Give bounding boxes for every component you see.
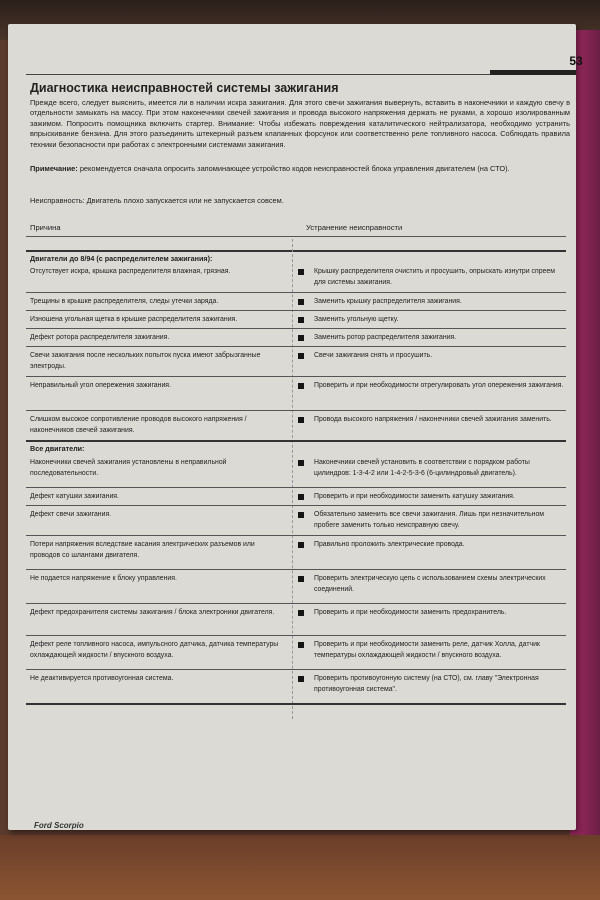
table-row-cause: Слишком высокое сопротивление проводов высокого напряжения / наконечников свечей зажигания. <box>30 416 247 434</box>
bullet-icon <box>298 676 304 682</box>
table-row-remedy: Проверить электрическую цепь с использованием схемы электрических соединений. <box>314 575 546 593</box>
row-divider <box>26 505 566 506</box>
table-row-remedy: Проверить и при необходимости заменить предохранитель. <box>314 609 507 616</box>
bullet-icon <box>298 417 304 423</box>
table-row-remedy: Заменить крышку распределителя зажигания. <box>314 298 462 305</box>
book-page <box>8 24 583 830</box>
table-row-cause: Свечи зажигания после нескольких попыток пуска имеют забрызганные электроды. <box>30 352 261 370</box>
bullet-icon <box>298 542 304 548</box>
table-row-cause: Отсутствует искра, крышка распределителя влажная, грязная. <box>30 268 231 275</box>
bullet-icon <box>298 460 304 466</box>
row-divider <box>26 487 566 488</box>
table-surface <box>0 835 600 900</box>
bullet-icon <box>298 353 304 359</box>
table-bottom-rule <box>26 703 566 705</box>
row-divider <box>26 603 566 604</box>
table-row-remedy: Проверить и при необходимости заменить катушку зажигания. <box>314 493 515 500</box>
table-row-cause: Дефект реле топливного насоса, импульсного датчика, датчика температуры охлаждающей жидкости / впускного воздуха. <box>30 641 279 659</box>
note-label: Примечание: <box>30 164 78 173</box>
bullet-icon <box>298 335 304 341</box>
page-title: Диагностика неисправностей системы зажигания <box>30 81 339 95</box>
row-divider <box>26 346 566 347</box>
table-row-remedy: Наконечники свечей установить в соответствии с порядком работы цилиндров: 1-3-4-2 или 1-4-2-5-3-6 (6-цилиндровый двигатель). <box>314 459 530 477</box>
note-paragraph <box>30 164 570 173</box>
row-divider <box>26 440 566 442</box>
row-divider <box>26 328 566 329</box>
header-rule <box>26 74 490 75</box>
bullet-icon <box>298 610 304 616</box>
table-top-rule <box>26 236 566 237</box>
section-heading: Двигатели до 8/94 (с распределителем зажигания): <box>30 254 213 263</box>
column-divider <box>292 239 294 719</box>
table-row-remedy: Провода высокого напряжения / наконечники свечей зажигания заменить. <box>314 416 552 423</box>
table-header-rule <box>26 250 566 252</box>
table-row-cause: Трещины в крышке распределителя, следы утечки заряда. <box>30 298 219 305</box>
row-divider <box>26 310 566 311</box>
table-row-cause: Дефект свечи зажигания. <box>30 511 112 518</box>
row-divider <box>26 635 566 636</box>
table-row-remedy: Правильно проложить электрические провода. <box>314 541 465 548</box>
table-row-cause: Не деактивируется противоугонная система. <box>30 675 174 682</box>
table-row-remedy: Крышку распределителя очистить и просушить, опрыскать изнутри спреем для системы зажигания. <box>314 268 555 286</box>
bullet-icon <box>298 494 304 500</box>
page-number: 53 <box>569 54 583 68</box>
table-row-cause: Не подается напряжение к блоку управления. <box>30 575 177 582</box>
row-divider <box>26 569 566 570</box>
table-row-cause: Неправильный угол опережения зажигания. <box>30 382 171 389</box>
table-row-cause: Наконечники свечей зажигания установлены в неправильной последовательности. <box>30 459 227 477</box>
footer-brand: Ford Scorpio <box>34 821 84 830</box>
table-row-remedy: Проверить противоугонную систему (на СТО), см. главу "Электронная противоугонная система". <box>314 675 539 693</box>
table-row-cause: Изношена угольная щетка в крышке распределителя зажигания. <box>30 316 238 323</box>
table-row-remedy: Обязательно заменить все свечи зажигания. Лишь при незначительном пробеге заменить только неисправную свечу. <box>314 511 545 529</box>
row-divider <box>26 292 566 293</box>
column-header-remedy: Устранение неисправности <box>306 223 403 232</box>
section-heading: Все двигатели: <box>30 444 85 453</box>
table-row-remedy: Заменить угольную щетку. <box>314 316 399 323</box>
row-divider <box>26 376 566 377</box>
bullet-icon <box>298 512 304 518</box>
malfunction-line: Неисправность: Двигатель плохо запускается или не запускается совсем. <box>30 196 284 205</box>
bullet-icon <box>298 383 304 389</box>
bullet-icon <box>298 576 304 582</box>
table-row-cause: Дефект катушки зажигания. <box>30 493 119 500</box>
bullet-icon <box>298 269 304 275</box>
table-row-cause: Дефект предохранителя системы зажигания / блока электроники двигателя. <box>30 609 275 616</box>
table-row-remedy: Проверить и при необходимости заменить реле, датчик Холла, датчик температуры охлаждающей жидкости / впускного воздуха. <box>314 641 540 659</box>
table-row-remedy: Заменить ротор распределителя зажигания. <box>314 334 457 341</box>
bullet-icon <box>298 642 304 648</box>
table-row-cause: Дефект ротора распределителя зажигания. <box>30 334 170 341</box>
row-divider <box>26 410 566 411</box>
page-number-bar <box>490 70 576 75</box>
row-divider <box>26 535 566 536</box>
row-divider <box>26 669 566 670</box>
note-text: рекомендуется сначала опросить запоминающее устройство кодов неисправностей блока управления двигателем (на СТО). <box>79 164 510 173</box>
intro-paragraph: Прежде всего, следует выяснить, имеется ли в наличии искра зажигания. Для этого свечи зажигания вывернуть, вставить в наконечники и каждую свечу в отдельности замыкать на массу. При этом наконечники свечей зажигания и провода высокого напряжения держать не руками, а хорошо изолированным зажимом. Попросить помощника включить стартер. Внимание: Чтобы избежать повреждения каталитического нейтрализатора, необходимо устранить впрыскивание бензина. Для этого разъединить штекерный разъем клапанных форсунок или соответственно реле топливного насоса. Соблюдать правила техники безопасности при работах с электронными системами зажигания. <box>30 98 570 149</box>
table-row-remedy: Свечи зажигания снять и просушить. <box>314 352 433 359</box>
bullet-icon <box>298 299 304 305</box>
table-row-cause: Потери напряжения вследствие касания электрических разъемов или проводов со шлангами двигателя. <box>30 541 255 559</box>
table-row-remedy: Проверить и при необходимости отрегулировать угол опережения зажигания. <box>314 382 564 389</box>
column-header-cause: Причина <box>30 223 61 232</box>
bullet-icon <box>298 317 304 323</box>
